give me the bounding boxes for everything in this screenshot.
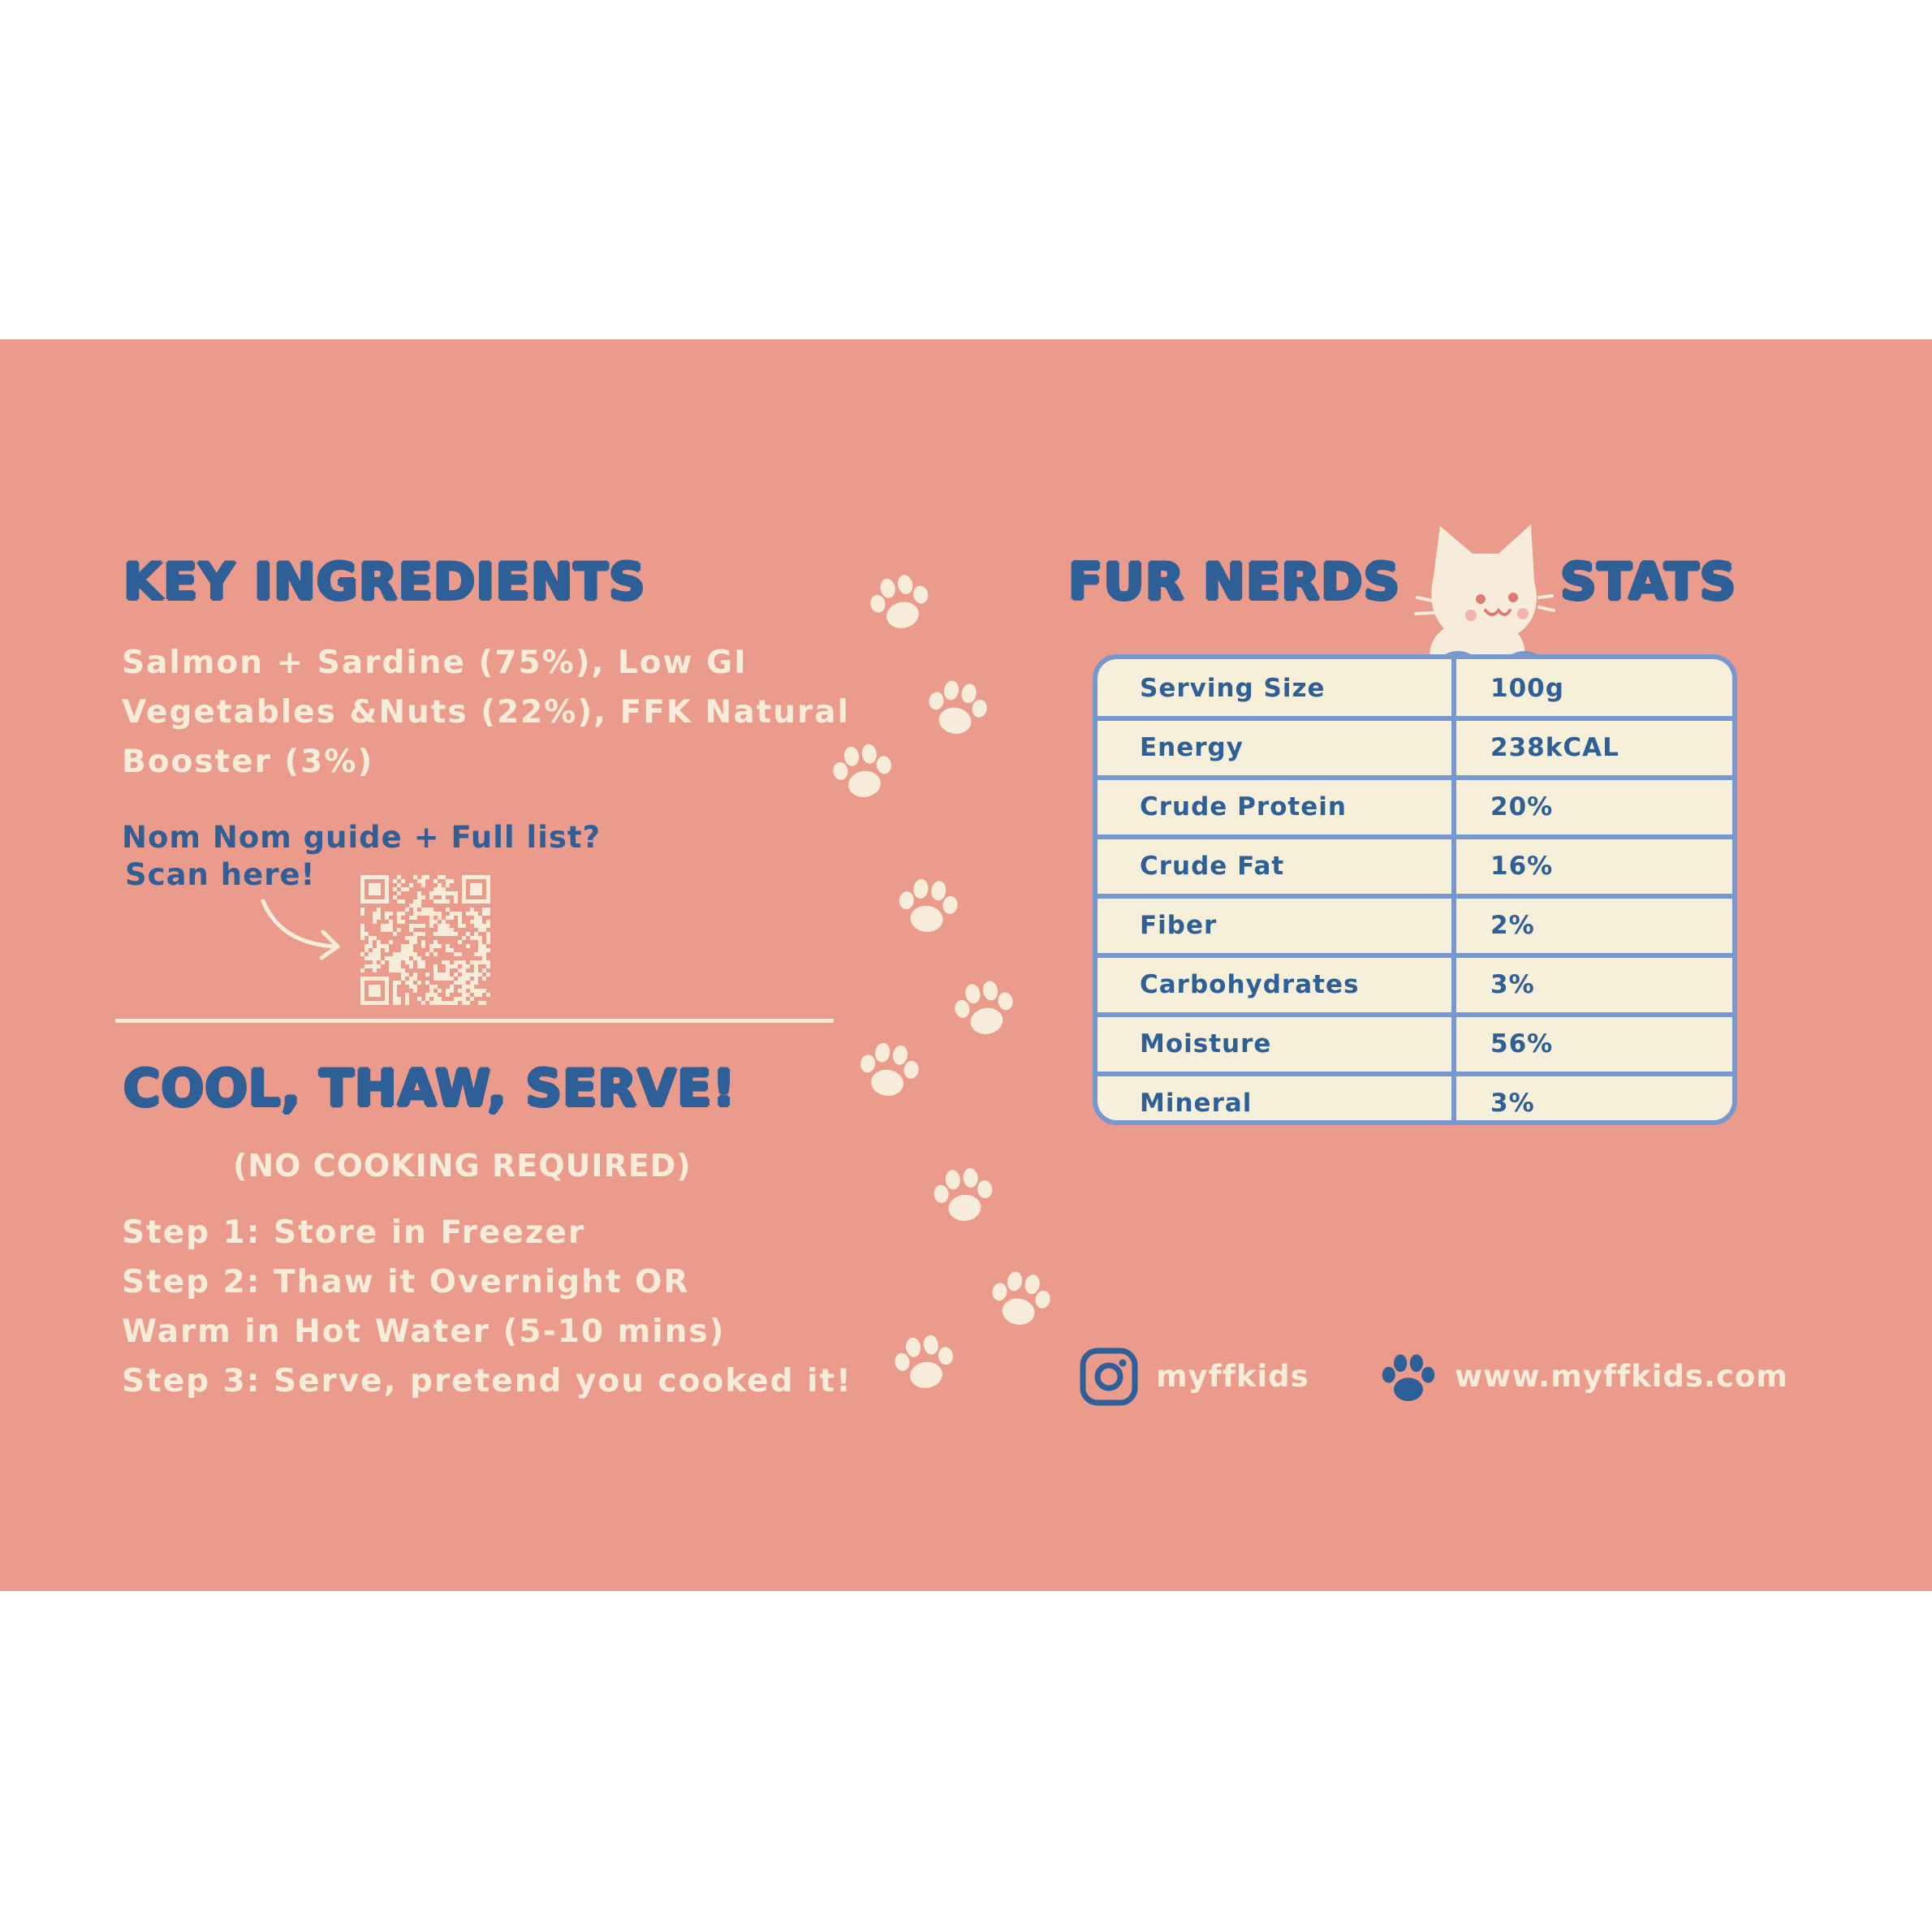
stats-label: Crude Protein — [1140, 792, 1347, 822]
website-link[interactable]: www.myffkids.com — [1455, 1359, 1788, 1394]
stats-row — [1098, 1074, 1732, 1125]
nutrition-stats-table — [1093, 654, 1737, 1125]
paw-print-icon — [929, 1164, 998, 1229]
qr-code-icon[interactable] — [360, 875, 490, 1005]
stats-row — [1098, 837, 1732, 896]
stats-row — [1098, 718, 1732, 778]
stats-value: 3% — [1490, 1089, 1535, 1118]
stats-value: 100g — [1490, 674, 1564, 703]
product-label-card — [0, 339, 1932, 1591]
step-line: Warm in Hot Water (5-10 mins) — [122, 1313, 726, 1350]
serve-subtitle: (NO COOKING REQUIRED) — [233, 1148, 692, 1184]
serve-title: COOL, THAW, SERVE! — [123, 1059, 736, 1118]
paw-print-icon — [893, 875, 962, 940]
scan-prompt: Nom Nom guide + Full list? — [122, 820, 602, 855]
stats-value: 56% — [1490, 1029, 1554, 1059]
stats-value: 3% — [1490, 970, 1535, 999]
stats-label: Serving Size — [1140, 674, 1326, 703]
stats-row — [1098, 896, 1732, 955]
paw-icon — [1380, 1352, 1437, 1406]
table-row-divider — [1098, 953, 1732, 958]
section-divider — [115, 1019, 834, 1023]
stats-row — [1098, 1015, 1732, 1074]
stats-label: Mineral — [1140, 1089, 1253, 1118]
stats-row — [1098, 955, 1732, 1015]
key-ingredients-title: KEY INGREDIENTS — [123, 552, 646, 611]
paw-print-icon — [984, 1266, 1056, 1335]
stats-label: Moisture — [1140, 1029, 1272, 1059]
paw-print-icon — [827, 740, 898, 806]
stats-value: 238kCAL — [1490, 733, 1619, 762]
stats-row — [1098, 659, 1732, 718]
stats-label: Carbohydrates — [1140, 970, 1360, 999]
stats-label: Fiber — [1140, 911, 1218, 940]
stats-title-left: FUR NERDS — [1068, 552, 1401, 611]
step-line: Step 1: Store in Freezer — [122, 1214, 586, 1251]
paw-print-icon — [921, 675, 993, 744]
ingredients-line: Vegetables &Nuts (22%), FFK Natural — [122, 694, 850, 731]
table-row-divider — [1098, 775, 1732, 780]
table-row-divider — [1098, 716, 1732, 721]
instagram-icon[interactable] — [1080, 1348, 1138, 1406]
curved-arrow-icon — [258, 896, 346, 961]
paw-print-icon — [948, 976, 1020, 1044]
table-row-divider — [1098, 1072, 1732, 1076]
ingredients-line: Salmon + Sardine (75%), Low GI — [122, 645, 748, 681]
table-row-divider — [1098, 1012, 1732, 1017]
paw-print-icon — [889, 1330, 960, 1397]
table-row-divider — [1098, 894, 1732, 899]
stats-row — [1098, 778, 1732, 837]
step-line: Step 3: Serve, pretend you cooked it! — [122, 1363, 852, 1399]
stats-value: 2% — [1490, 911, 1535, 940]
stats-label: Energy — [1140, 733, 1244, 762]
step-line: Step 2: Thaw it Overnight OR — [122, 1264, 690, 1300]
cat-icon — [1401, 520, 1555, 674]
stats-value: 20% — [1490, 792, 1554, 822]
paw-print-icon — [863, 569, 937, 640]
instagram-handle[interactable]: myffkids — [1156, 1359, 1309, 1394]
paw-print-icon — [853, 1038, 924, 1105]
table-row-divider — [1098, 834, 1732, 839]
ingredients-line: Booster (3%) — [122, 744, 374, 780]
stats-value: 16% — [1490, 852, 1554, 881]
ingredients-list — [122, 638, 850, 787]
stats-title-right: STATS — [1560, 552, 1737, 611]
scan-here-label: Scan here! — [125, 857, 316, 892]
stats-label: Crude Fat — [1140, 852, 1285, 881]
serve-steps — [122, 1208, 852, 1406]
